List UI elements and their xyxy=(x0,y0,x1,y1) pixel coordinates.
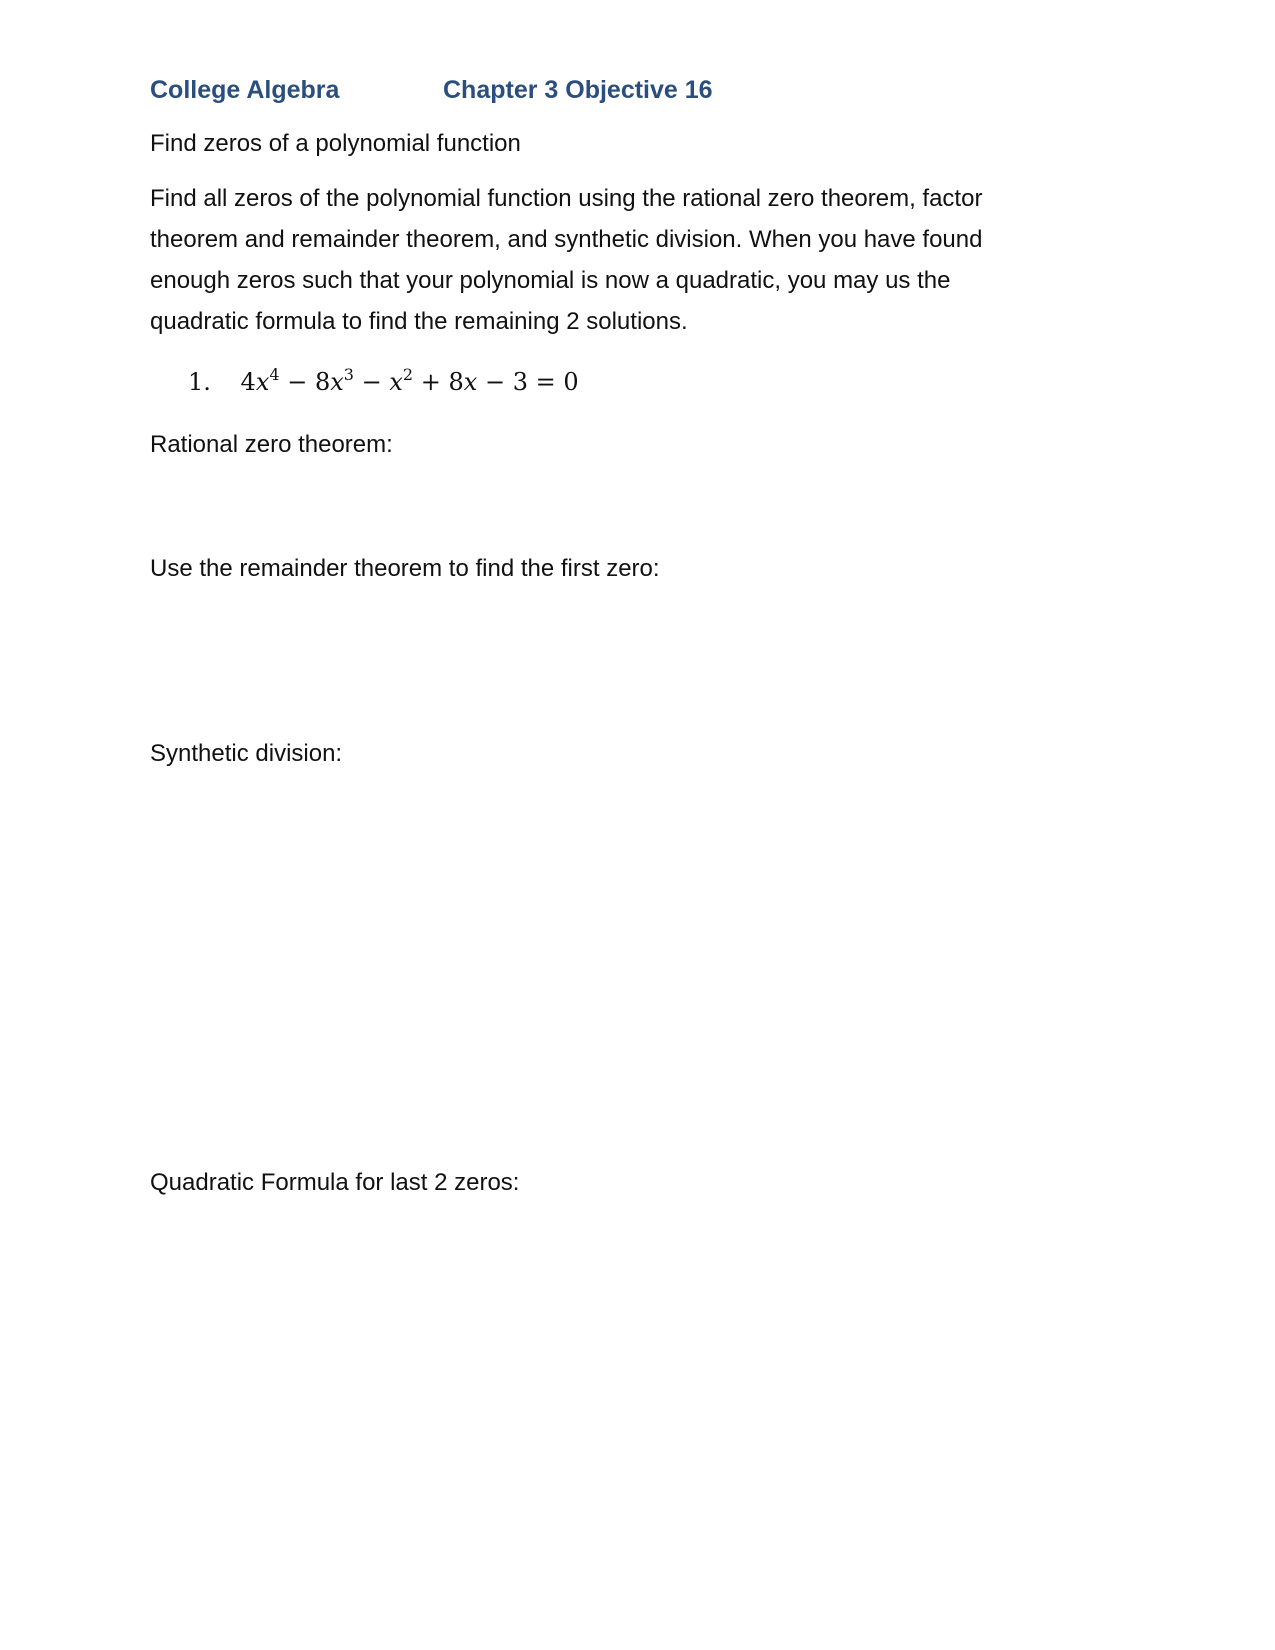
instructions xyxy=(150,178,1110,342)
chapter-title: Chapter 3 Objective 16 xyxy=(443,76,713,104)
problem-equation: 1. $4x^4 - 8x^3 - x^2 + 8x - 3 = 0$ xyxy=(188,365,579,396)
instruction-line: Find all zeros of the polynomial function using the rational zero theorem, factor xyxy=(150,185,983,212)
subtitle: Find zeros of a polynomial function xyxy=(150,130,521,157)
instruction-line: theorem and remainder theorem, and synthetic division. When you have found xyxy=(150,226,983,253)
instruction-line: quadratic formula to find the remaining 2 solutions. xyxy=(150,308,688,335)
problem-number: 1. xyxy=(188,368,211,396)
remainder-heading: Use the remainder theorem to find the first zero: xyxy=(150,555,660,582)
rational-zero-heading: Rational zero theorem: xyxy=(150,431,393,458)
instruction-line: enough zeros such that your polynomial is now a quadratic, you may us the xyxy=(150,267,951,294)
synthetic-heading: Synthetic division: xyxy=(150,740,343,767)
quadratic-heading: Quadratic Formula for last 2 zeros: xyxy=(150,1169,520,1196)
course-title: College Algebra xyxy=(150,76,340,104)
